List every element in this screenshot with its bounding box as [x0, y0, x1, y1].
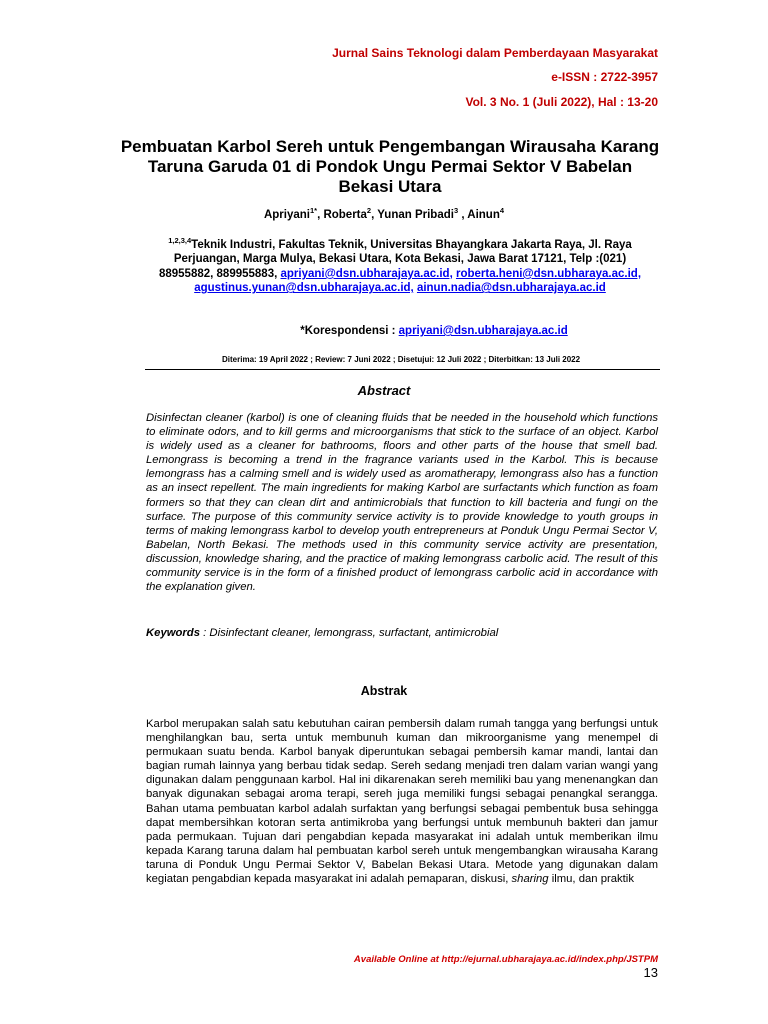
author-superscript: 3 — [453, 206, 459, 216]
correspondence-email-link[interactable]: apriyani@dsn.ubharajaya.ac.id — [398, 325, 568, 337]
email-link[interactable]: apriyani@dsn.ubharajaya.ac.id, — [280, 267, 453, 280]
email-link[interactable]: roberta.heni@dsn.ubharaya.ac.id, — [455, 267, 642, 280]
email-link[interactable]: agustinus.yunan@dsn.ubharajaya.ac.id, — [194, 282, 414, 295]
submission-dates: Diterima: 19 April 2022 ; Review: 7 Juni 2022 ; Disetujui: 12 Juli 2022 ; Diterbitkan: 13 Juli 2022 — [222, 355, 581, 364]
page-number: 13 — [643, 965, 658, 980]
abstrak-text-part: ilmu, dan praktik — [548, 873, 634, 886]
author-list — [0, 206, 768, 221]
keywords — [146, 627, 658, 639]
affiliation — [150, 238, 650, 296]
correspondence — [0, 325, 768, 337]
abstract-heading: Abstract — [357, 383, 411, 398]
keywords-text: : Disinfectant cleaner, lemongrass, surfactant, antimicrobial — [200, 627, 499, 639]
author-name: Apriyani — [263, 209, 310, 221]
journal-volume: Vol. 3 No. 1 (Juli 2022), Hal : 13-20 — [465, 95, 658, 109]
keywords-label: Keywords — [146, 627, 200, 639]
journal-name: Jurnal Sains Teknologi dalam Pemberdayaan Masyarakat — [332, 46, 658, 60]
abstract-text: Disinfectan cleaner (karbol) is one of cleaning fluids that be needed in the household which functions to eliminate odors, and to kill germs and microorganisms that stick to the surface of an object. Karbol is widely used as a cleaner for bathrooms, floors and other parts of the house that smell bad. Lemongrass is becoming a trend in the fragrance variants used in the Karbol. This is because lemongrass has a calming smell and is widely used as aromatherapy, lemongrass also has a function as an insect repellent. The main ingredients for making Karbol are surfactants which function as foam formers so that they can clean dirt and antimicrobials that function to kill bacteria and fungi on the surface. The purpose of this community service activity is to provide knowledge to youth groups in terms of making lemongrass karbol to develop youth entrepreneurs at Ponduk Ungu Permai Sector V, Babelan, North Bekasi. The methods used in this community service activity are presentation, discussion, knowledge sharing, and the practice of making lemongrass carbolic acid. The result of this community service is in the form of a finished product of lemongrass carbolic acid in accordance with the explanation given. — [146, 412, 658, 594]
affiliation-superscript: 1,2,3,4 — [168, 236, 192, 246]
author-superscript: 4 — [499, 206, 505, 216]
abstrak-italic-word: sharing — [511, 873, 549, 886]
footer-available-online[interactable]: Available Online at http://ejurnal.ubharajaya.ac.id/index.php/JSTPM — [353, 954, 658, 965]
email-link[interactable]: ainun.nadia@dsn.ubharajaya.ac.id — [416, 282, 606, 295]
paper-title: Pembuatan Karbol Sereh untuk Pengembangan Wirausaha Karang Taruna Garuda 01 di Pondok Ungu Permai Sektor V Babelan Bekasi Utara — [120, 137, 660, 196]
abstrak-text-part: Karbol merupakan salah satu kebutuhan cairan pembersih dalam rumah tangga yang berfungsi untuk menghilangkan bau, serta untuk membunuh kuman dan mikroorganisme yang menempel di permukaan suatu benda. Karbol banyak diperuntukan sebagai pembersih kamar mandi, lantai dan bagian rumah lainnya yang berbau tidak sedap. Sereh sedang menjadi tren dalam varian wangi yang digunakan dalam penggunaan karbol. Hal ini dikarenakan sereh memiliki bau yang menenangkan dan banyak digunakan sebagai aroma terapi, sereh juga memiliki fungsi sebagai penangkal serangga. Bahan utama pembuatan karbol adalah surfaktan yang berfungsi sebagai pembentuk busa sehingga dapat membersihkan kotoran serta antimikroba yang berfungsi untuk membunuh bakteri dan jamur pada permukaan. Tujuan dari pengabdian kepada masyarakat ini adalah untuk memberikan ilmu kepada Karang taruna dalam hal pembuatan karbol sereh untuk mengembangkan wirausaha Karang taruna di Ponduk Ungu Permai Sektor V, Babelan Bekasi Utara. Metode yang digunakan dalam kegiatan pengabdian kepada masyarakat ini adalah pemaparan, diskusi, — [146, 718, 658, 886]
author-name: , Roberta — [317, 209, 367, 221]
abstrak-heading: Abstrak — [360, 684, 408, 698]
affiliation-text: Teknik Industri, Fakultas Teknik, Universitas Bhayangkara Jakarta Raya, Jl. Raya Perjuangan, Marga Mulya, Bekasi Utara, Kota Bekasi, Jawa Barat 17121, Telp :(021) 88955882, 889955883, — [158, 239, 632, 280]
author-superscript: 1* — [309, 206, 318, 216]
divider — [145, 369, 660, 370]
correspondence-label: *Korespondensi : — [300, 325, 399, 337]
abstrak-text — [146, 717, 658, 886]
author-name: , Ainun — [458, 209, 500, 221]
author-name: , Yunan Pribadi — [371, 209, 454, 221]
journal-eissn: e-ISSN : 2722-3957 — [551, 70, 658, 84]
author-superscript: 2 — [366, 206, 372, 216]
